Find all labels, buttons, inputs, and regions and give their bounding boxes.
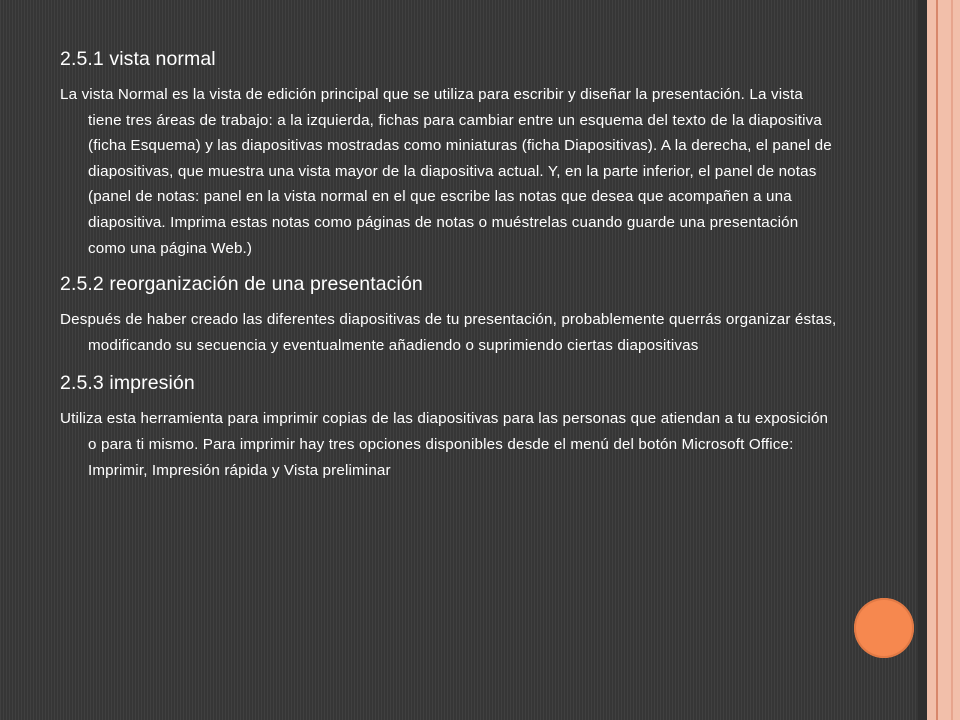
side-band-stripe bbox=[936, 0, 938, 720]
side-band-shadow bbox=[918, 0, 927, 720]
section-heading-reorganizacion: 2.5.2 reorganización de una presentación bbox=[60, 273, 423, 296]
side-band-stripe-light bbox=[951, 0, 953, 720]
section-heading-impresion: 2.5.3 impresión bbox=[60, 372, 195, 395]
accent-circle-decoration bbox=[854, 598, 914, 658]
section-body-impresion: Utiliza esta herramienta para imprimir copias de las diapositivas para las personas que atiendan a tu exposición o para ti mismo. Para imprimir hay tres opciones disponibles desde el menú del botón Microsoft Office: Imprimir, Impresión rápida y Vista preliminar bbox=[60, 410, 829, 479]
section-body-vista-normal: La vista Normal es la vista de edición principal que se utiliza para escribir y diseñar la presentación. La vista tiene tres áreas de trabajo: a la izquierda, fichas para cambiar entre un esquema del texto de la diapositiva (ficha Esquema) y las diapositivas mostradas como miniaturas (ficha Diapositivas). A la derecha, el panel de diapositivas, que muestra una vista mayor de la diapositiva actual. Y, en la parte inferior, el panel de notas (panel de notas: panel en la vista normal en el que escribe las notas que desea que acompañen a una diapositiva. Imprima estas notas como páginas de notas o muéstrelas cuando guarde una presentación como una página Web.) bbox=[60, 86, 832, 257]
section-body-reorganizacion: Después de haber creado las diferentes diapositivas de tu presentación, probablemente querrás organizar éstas, modificando su secuencia y eventualmente añadiendo o suprimiendo ciertas diapositivas bbox=[60, 311, 837, 354]
section-heading-vista-normal: 2.5.1 vista normal bbox=[60, 48, 216, 70]
slide-content bbox=[60, 44, 840, 491]
